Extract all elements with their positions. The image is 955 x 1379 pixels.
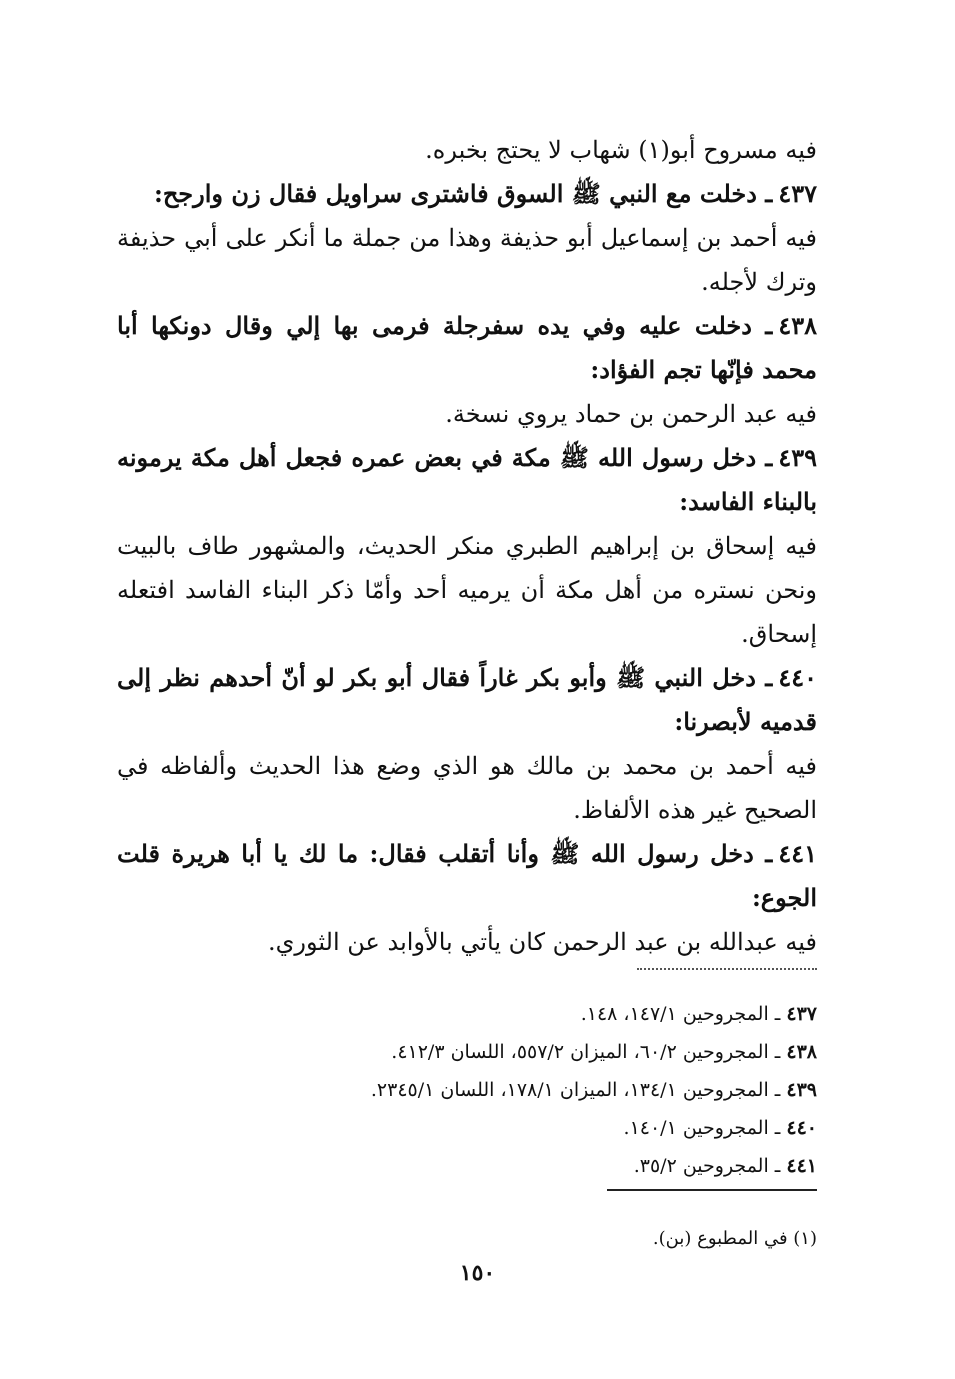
footnote-rule [607, 1189, 817, 1191]
footnote-line [117, 1033, 817, 1071]
entry-number: ٤٣٧ [778, 179, 817, 208]
entry-body: فيه إسحاق بن إبراهيم الطبري منكر الحديث، والمشهور طاف بالبيت ونحن نستره من أهل مكة أن يرميه أحد وأمّا ذكر البناء الفاسد افتعله إسحاق. [117, 532, 817, 648]
entry-438 [117, 304, 817, 436]
entry-body: فيه أحمد بن محمد بن مالك هو الذي وضع هذا الحديث وألفاظه في الصحيح غير هذه الألفاظ. [117, 752, 817, 824]
footnote-text: ـ المجروحين ٦٠/٢، الميزان ٥٥٧/٢، اللسان ٤١٢/٣. [391, 1041, 781, 1063]
footnote-number: ٤٤١ [786, 1155, 817, 1177]
entry-body: فيه عبد الرحمن بن حماد يروي نسخة. [445, 400, 817, 428]
footnote-text: ـ المجروحين ١٤٠/١. [623, 1117, 781, 1139]
page-number: ١٥٠ [459, 1260, 496, 1286]
footnote-text: ـ المجروحين ١٤٧/١، ١٤٨. [580, 1003, 781, 1025]
footnote-number: ٤٣٧ [786, 1003, 817, 1025]
entry-441 [117, 832, 817, 964]
intro-line: فيه مسروح أبو(١) شهاب لا يحتج بخبره. [425, 136, 817, 164]
entry-437 [117, 172, 817, 304]
entry-body: فيه أحمد بن إسماعيل أبو حذيفة وهذا من جملة ما أنكر على أبي حذيفة وترك لأجله. [117, 224, 817, 296]
footnote-line [117, 995, 817, 1033]
footnote-number: ٤٣٨ [786, 1041, 817, 1063]
entry-title [117, 832, 817, 920]
entry-title [117, 304, 817, 392]
footnote-number: ٤٤٠ [786, 1117, 817, 1139]
footnote-line [117, 1147, 817, 1185]
entry-number: ٤٤١ [778, 839, 817, 868]
editor-note: (١) في المطبوع (بن). [652, 1228, 817, 1249]
entry-body: فيه عبدالله بن عبد الرحمن كان يأتي بالأوابد عن الثوري. [268, 928, 817, 956]
entry-heading: ـ دخل النبي ﷺ وأبو بكر غاراً فقال أبو بكر لو أنّ أحدهم نظر إلى قدميه لأبصرنا: [117, 663, 817, 736]
entry-title [117, 656, 817, 744]
entry-heading: ـ دخلت عليه وفي يده سفرجلة فرمى بها إلي وقال دونكها أبا محمد فإنّها تجم الفؤاد: [117, 311, 817, 384]
main-text [117, 128, 817, 964]
entry-number: ٤٣٩ [778, 443, 817, 472]
dotted-separator [637, 968, 817, 970]
entry-heading: ـ دخل رسول الله ﷺ مكة في بعض عمره فجعل أهل مكة يرمونه بالبناء الفاسد: [117, 443, 817, 516]
footnote-line [117, 1071, 817, 1109]
footnote-text: ـ المجروحين ٣٥/٢. [633, 1155, 781, 1177]
footnotes [117, 995, 817, 1185]
footnote-line [117, 1109, 817, 1147]
footnote-text: ـ المجروحين ١٣٤/١، الميزان ١٧٨/١، اللسان ٢٣٤٥/١. [370, 1079, 781, 1101]
entry-title [117, 172, 817, 216]
entry-439 [117, 436, 817, 656]
entry-title [117, 436, 817, 524]
entry-heading: ـ دخل رسول الله ﷺ وأنا أتقلب فقال: ما لك يا أبا هريرة قلت الجوع: [117, 839, 817, 912]
entry-440 [117, 656, 817, 832]
footnote-number: ٤٣٩ [786, 1079, 817, 1101]
entry-heading: ـ دخلت مع النبي ﷺ السوق فاشترى سراويل فقال زن وارجح: [153, 179, 773, 208]
entry-number: ٤٣٨ [778, 311, 817, 340]
entry-number: ٤٤٠ [778, 663, 817, 692]
